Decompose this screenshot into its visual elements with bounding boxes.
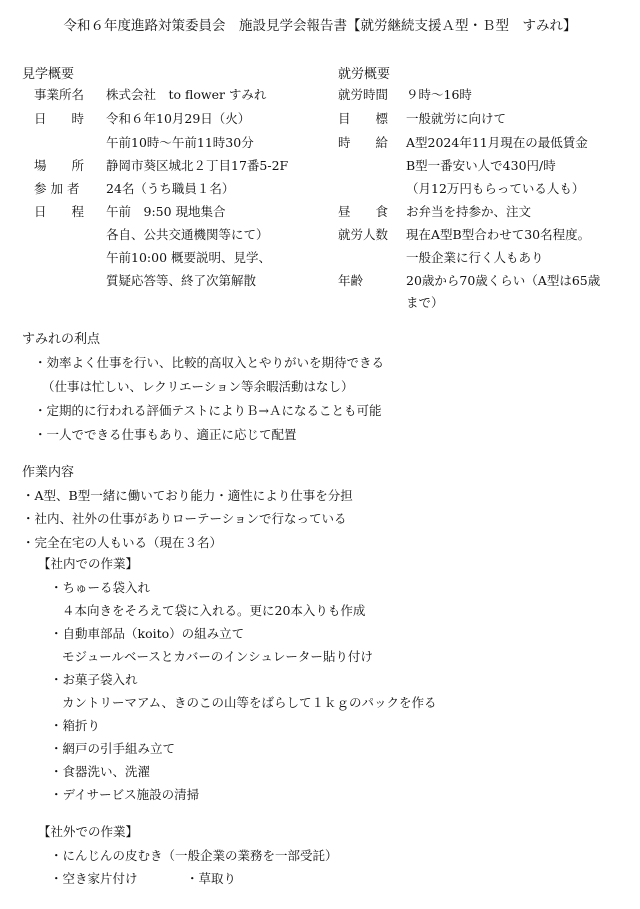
work-overview-value: 一般企業に行く人もあり — [406, 250, 544, 265]
outside-heading: 【社外での作業】 — [38, 824, 139, 839]
work-heading: 作業内容 — [22, 465, 75, 480]
outside-item: ・にんじんの皮むき（一般企業の業務を一部受託） — [50, 848, 338, 863]
overview-value: 静岡市葵区城北２丁目17番5-2F — [106, 158, 289, 173]
inhouse-detail: カントリーマアム、きのこの山等をばらして１ｋｇのパックを作る — [62, 695, 437, 710]
overview-value: 各自、公共交通機関等にて） — [106, 227, 269, 242]
merit-item: ・一人でできる仕事もあり、適正に応じて配置 — [34, 427, 297, 442]
inhouse-item: ・デイサービス施設の清掃 — [50, 787, 200, 802]
work-overview-label: 目 標 — [338, 111, 389, 126]
overview-value: 午前10時～午前11時30分 — [106, 135, 254, 150]
merit-item: ・効率よく仕事を行い、比較的高収入とやりがいを期待できる — [34, 355, 385, 370]
work-overview-heading: 就労概要 — [338, 67, 391, 82]
overview-value: 質疑応答等、終了次第解散 — [106, 273, 257, 288]
inhouse-item: ・食器洗い、洗濯 — [50, 764, 151, 779]
work-overview-value: 20歳から70歳くらい（A型は65歳 — [406, 273, 601, 288]
work-general-item: ・A型、B型一緒に働いており能力・適性により仕事を分担 — [22, 488, 353, 503]
merit-item: ・定期的に行われる評価テストによりＢ→Ａになることも可能 — [34, 403, 382, 418]
work-overview-value: B型一番安い人で430円/時 — [406, 158, 556, 173]
merit-item: （仕事は忙しい、レクリエーション等余暇活動はなし） — [42, 379, 354, 394]
work-overview-label: 昼 食 — [338, 204, 389, 219]
work-overview-value: 一般就労に向けて — [406, 111, 507, 126]
work-overview-value: A型2024年11月現在の最低賃金 — [406, 135, 588, 150]
overview-label: 日 時 — [34, 111, 85, 126]
work-overview-value: まで） — [406, 295, 444, 310]
overview-label: 事業所名 — [34, 87, 85, 102]
work-overview-value: （月12万円もらっている人も） — [406, 181, 585, 196]
work-general-item: ・社内、社外の仕事がありローテーションで行なっている — [22, 511, 347, 526]
overview-value: 令和６年10月29日（火） — [106, 111, 251, 126]
inhouse-heading: 【社内での作業】 — [38, 556, 139, 571]
inhouse-detail: モジュールベースとカバーのインシュレーター貼り付け — [62, 649, 373, 664]
work-overview-label: 時 給 — [338, 135, 389, 150]
work-overview-label: 年齢 — [338, 273, 364, 288]
work-general-item: ・完全在宅の人もいる（現在３名） — [22, 535, 223, 550]
outside-item: ・空き家片付け — [50, 871, 138, 886]
overview-heading: 見学概要 — [22, 67, 75, 82]
overview-value: 午前10:00 概要説明、見学、 — [106, 250, 271, 265]
work-overview-value: 現在A型B型合わせて30名程度。 — [406, 227, 591, 242]
inhouse-detail: ４本向きをそろえて袋に入れる。更に20本入りも作成 — [62, 603, 366, 618]
overview-label: 日 程 — [34, 204, 85, 219]
overview-label: 場 所 — [34, 158, 85, 173]
inhouse-item: ・お菓子袋入れ — [50, 672, 138, 687]
work-overview-label: 就労時間 — [338, 87, 389, 102]
merits-heading: すみれの利点 — [22, 332, 101, 347]
inhouse-item: ・ちゅーる袋入れ — [50, 580, 151, 595]
overview-label: 参 加 者 — [34, 181, 80, 196]
report-title: 令和６年度進路対策委員会 施設見学会報告書【就労継続支援Ａ型・Ｂ型 すみれ】 — [63, 18, 577, 34]
inhouse-item: ・網戸の引手組み立て — [50, 741, 176, 756]
overview-value: 株式会社 to flower すみれ — [106, 87, 267, 102]
inhouse-item: ・箱折り — [50, 718, 101, 733]
work-overview-value: ９時～16時 — [406, 87, 472, 102]
outside-item: ・草取り — [186, 871, 237, 886]
work-overview-label: 就労人数 — [338, 227, 389, 242]
inhouse-item: ・自動車部品（koito）の組み立て — [50, 626, 245, 641]
work-overview-value: お弁当を持参か、注文 — [406, 204, 532, 219]
overview-value: 午前 9:50 現地集合 — [106, 204, 226, 219]
overview-value: 24名（うち職員１名） — [106, 181, 235, 196]
